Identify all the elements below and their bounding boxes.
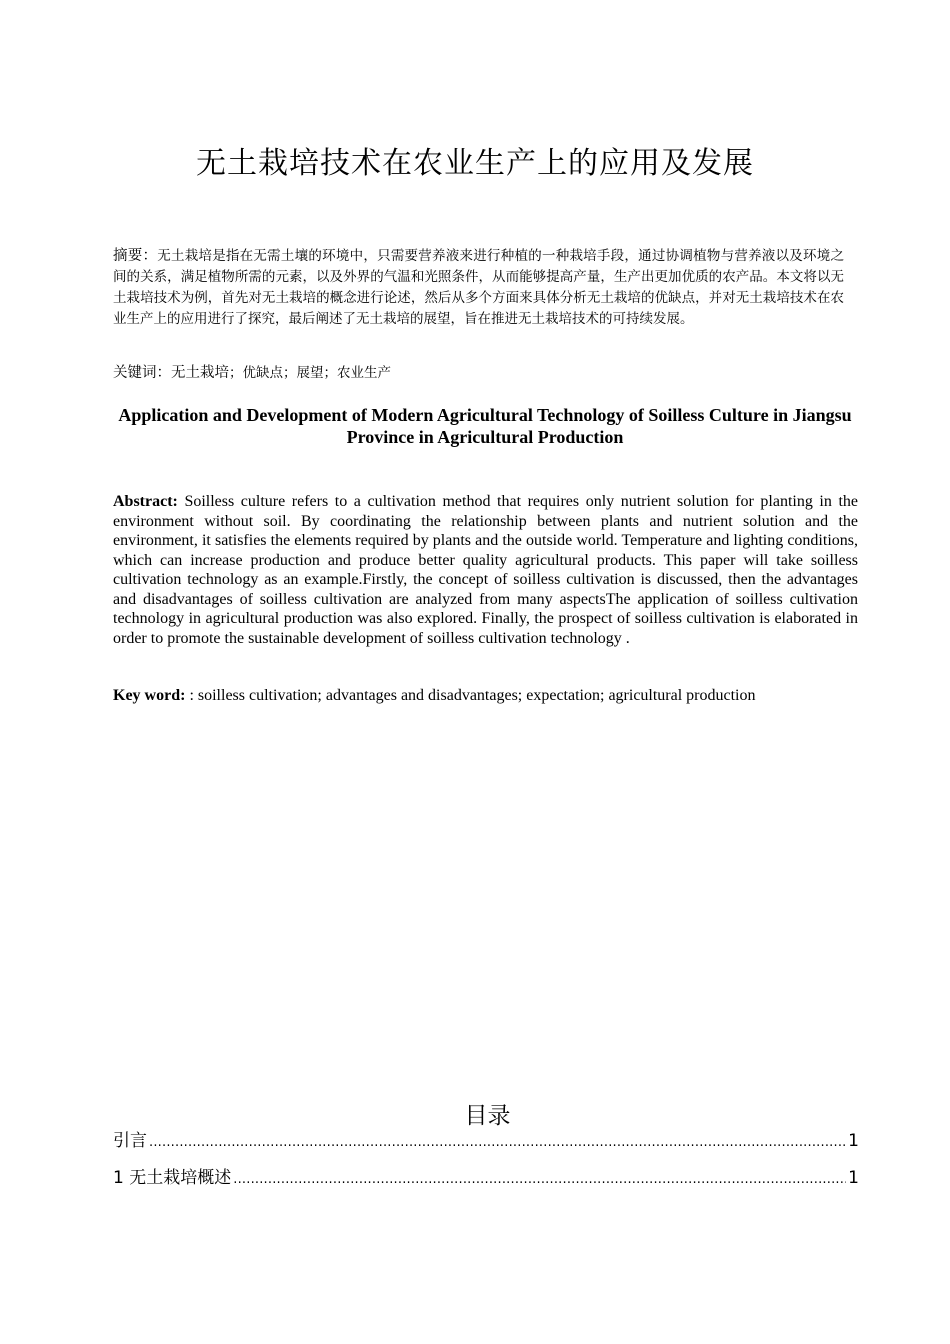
chinese-keyword-first: 无土栽培 xyxy=(171,365,229,381)
toc-title: 目录 xyxy=(464,1103,511,1129)
chinese-abstract xyxy=(113,246,844,330)
chinese-keywords xyxy=(113,363,844,384)
toc-leader-dots xyxy=(233,1169,846,1191)
chinese-keywords-label: 关键词： xyxy=(113,365,171,381)
toc-entry-page: 1 xyxy=(848,1131,859,1151)
english-keywords xyxy=(113,686,858,705)
english-abstract-label: Abstract: xyxy=(113,493,178,510)
toc-entry[interactable] xyxy=(113,1167,859,1191)
toc-entry-page: 1 xyxy=(848,1168,859,1188)
chinese-title: 无土栽培技术在农业生产上的应用及发展 xyxy=(196,146,754,181)
toc-leader-dots xyxy=(149,1132,846,1154)
toc-entry-label: 1 无土栽培概述 xyxy=(113,1168,232,1188)
chinese-abstract-label: 摘要： xyxy=(113,248,158,264)
english-abstract xyxy=(113,492,858,648)
chinese-keywords-rest: ；优缺点；展望；农业生产 xyxy=(229,365,391,381)
english-title: Application and Development of Modern Agricultural Technology of Soilless Culture in Jiangsu Province in Agricultural Production xyxy=(118,405,852,447)
english-abstract-text: Soilless culture refers to a cultivation method that requires only nutrient solution for planting in the environment without soil. By coordinating the relationship between plants and nutrient solution and the environment, it satisfies the elements required by plants and the outside world. Temperature and lighting conditions, which can increase production and produce better quality agricultural products. This paper will take soilless cultivation technology as an example.Firstly, the concept of soilless cultivation is discussed, then the advantages and disadvantages of soilless cultivation are analyzed from many aspectsThe application of soilless cultivation technology in agricultural production was also explored. Finally, the prospect of soilless cultivation is elaborated in order to promote the sustainable development of soilless cultivation technology . xyxy=(113,493,858,647)
english-keywords-text: : soilless cultivation; advantages and disadvantages; expectation; agricultural production xyxy=(185,687,756,704)
english-keywords-label: Key word: xyxy=(113,687,186,704)
toc-entry[interactable] xyxy=(113,1130,859,1154)
toc-entry-label: 引言 xyxy=(113,1131,147,1151)
chinese-abstract-text: 无土栽培是指在无需土壤的环境中，只需要营养液来进行种植的一种栽培手段，通过协调植物与营养液以及环境之间的关系，满足植物所需的元素，以及外界的气温和光照条件，从而能够提高产量，生产出更加优质的农产品。本文将以无土栽培技术为例，首先对无土栽培的概念进行论述，然后从多个方面来具体分析无土栽培的优缺点，并对无土栽培技术在农业生产上的应用进行了探究，最后阐述了无土栽培的展望，旨在推进无土栽培技术的可持续发展。 xyxy=(113,248,845,327)
